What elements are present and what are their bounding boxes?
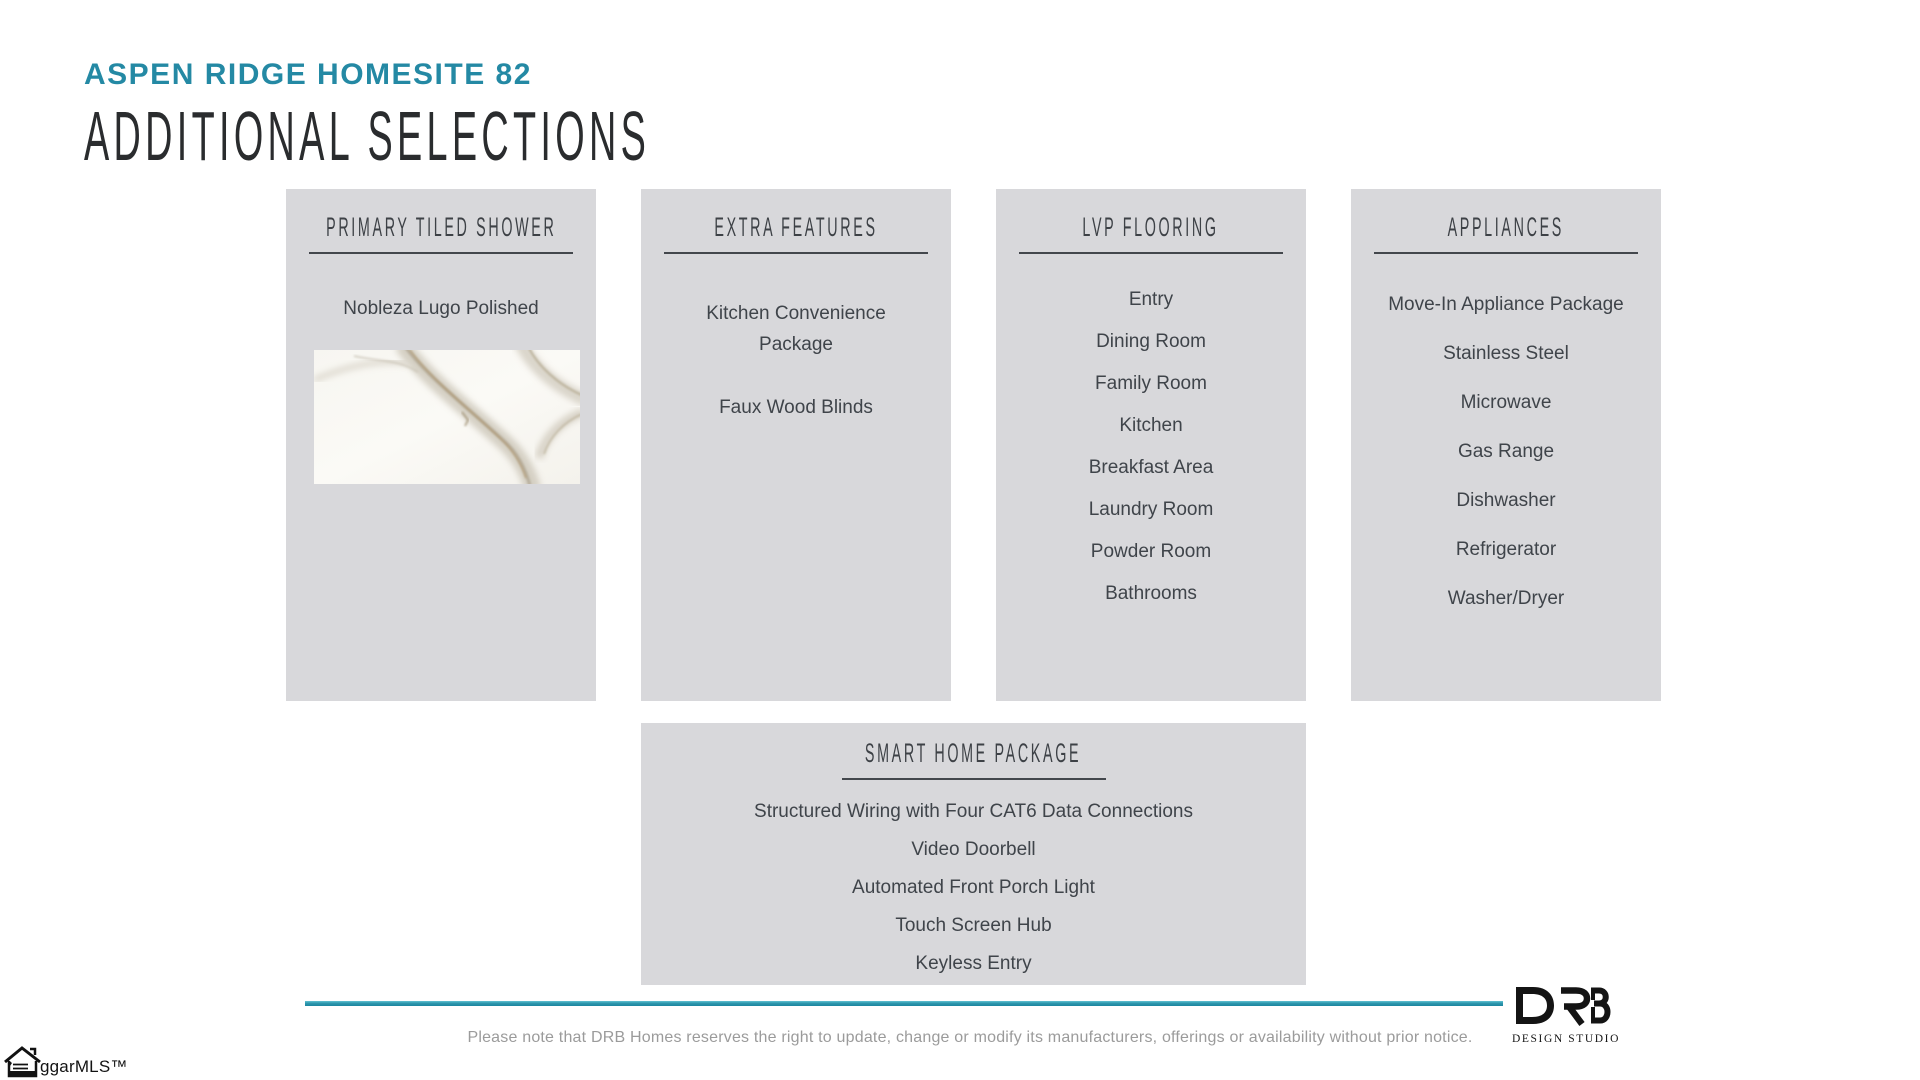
card-item: Powder Room (1090, 541, 1212, 562)
card-item: Kitchen (1119, 415, 1183, 436)
card-item-list (641, 780, 1306, 983)
card-title: APPLIANCES (1447, 212, 1565, 242)
card-item: Structured Wiring with Four CAT6 Data Connections (754, 801, 1193, 822)
card-title: PRIMARY TILED SHOWER (325, 212, 557, 242)
card-item: Entry (1128, 289, 1174, 310)
card-item: Dishwasher (1456, 490, 1556, 511)
disclaimer-text: Please note that DRB Homes reserves the right to update, change or modify its manufacturers, offerings or availability without prior notice. (467, 1029, 1473, 1046)
community-name: ASPEN RIDGE HOMESITE 82 (84, 58, 532, 91)
card-item: Video Doorbell (911, 839, 1036, 860)
marble-tile-swatch-image (314, 350, 580, 484)
card-item: Laundry Room (1088, 499, 1214, 520)
card-item: Family Room (1095, 373, 1207, 394)
page-title: ADDITIONAL SELECTIONS (84, 97, 651, 175)
mls-logo (2, 1045, 128, 1079)
mls-logo-text: ggarMLS™ (40, 1057, 128, 1076)
card-item: Microwave (1460, 392, 1552, 413)
card-item: Dining Room (1096, 331, 1206, 352)
card-item: Touch Screen Hub (895, 915, 1052, 936)
card-item: Keyless Entry (915, 953, 1032, 974)
card-item-list (286, 254, 596, 320)
card-item: Nobleza Lugo Polished (343, 298, 539, 319)
card-title: EXTRA FEATURES (714, 212, 878, 242)
card-item: Automated Front Porch Light (852, 877, 1095, 898)
card-item-list (1351, 254, 1661, 623)
card-item: Move-In Appliance Package (1388, 294, 1624, 315)
card-item: Stainless Steel (1443, 343, 1569, 364)
card-primary-tiled-shower (286, 189, 596, 701)
card-lvp-flooring (996, 189, 1306, 701)
drb-logo-subtext: DESIGN STUDIO (1512, 1033, 1621, 1045)
card-item: Bathrooms (1105, 583, 1197, 604)
card-extra-features (641, 189, 951, 701)
drb-logo-icon (1514, 986, 1612, 1026)
card-smart-home-package (641, 723, 1306, 985)
card-item: Refrigerator (1455, 539, 1557, 560)
card-item: Washer/Dryer (1447, 588, 1565, 609)
card-item-list (641, 254, 951, 423)
card-title: LVP FLOORING (1082, 212, 1220, 242)
footer-divider-line (305, 1001, 1503, 1006)
card-item: Kitchen Convenience Package (706, 303, 886, 355)
card-item-list (996, 254, 1306, 615)
card-title: SMART HOME PACKAGE (865, 738, 1082, 768)
card-item: Breakfast Area (1088, 457, 1214, 478)
drb-design-studio-logo (1512, 986, 1621, 1045)
card-item: Gas Range (1457, 441, 1555, 462)
card-appliances (1351, 189, 1661, 701)
card-item: Faux Wood Blinds (719, 397, 873, 418)
